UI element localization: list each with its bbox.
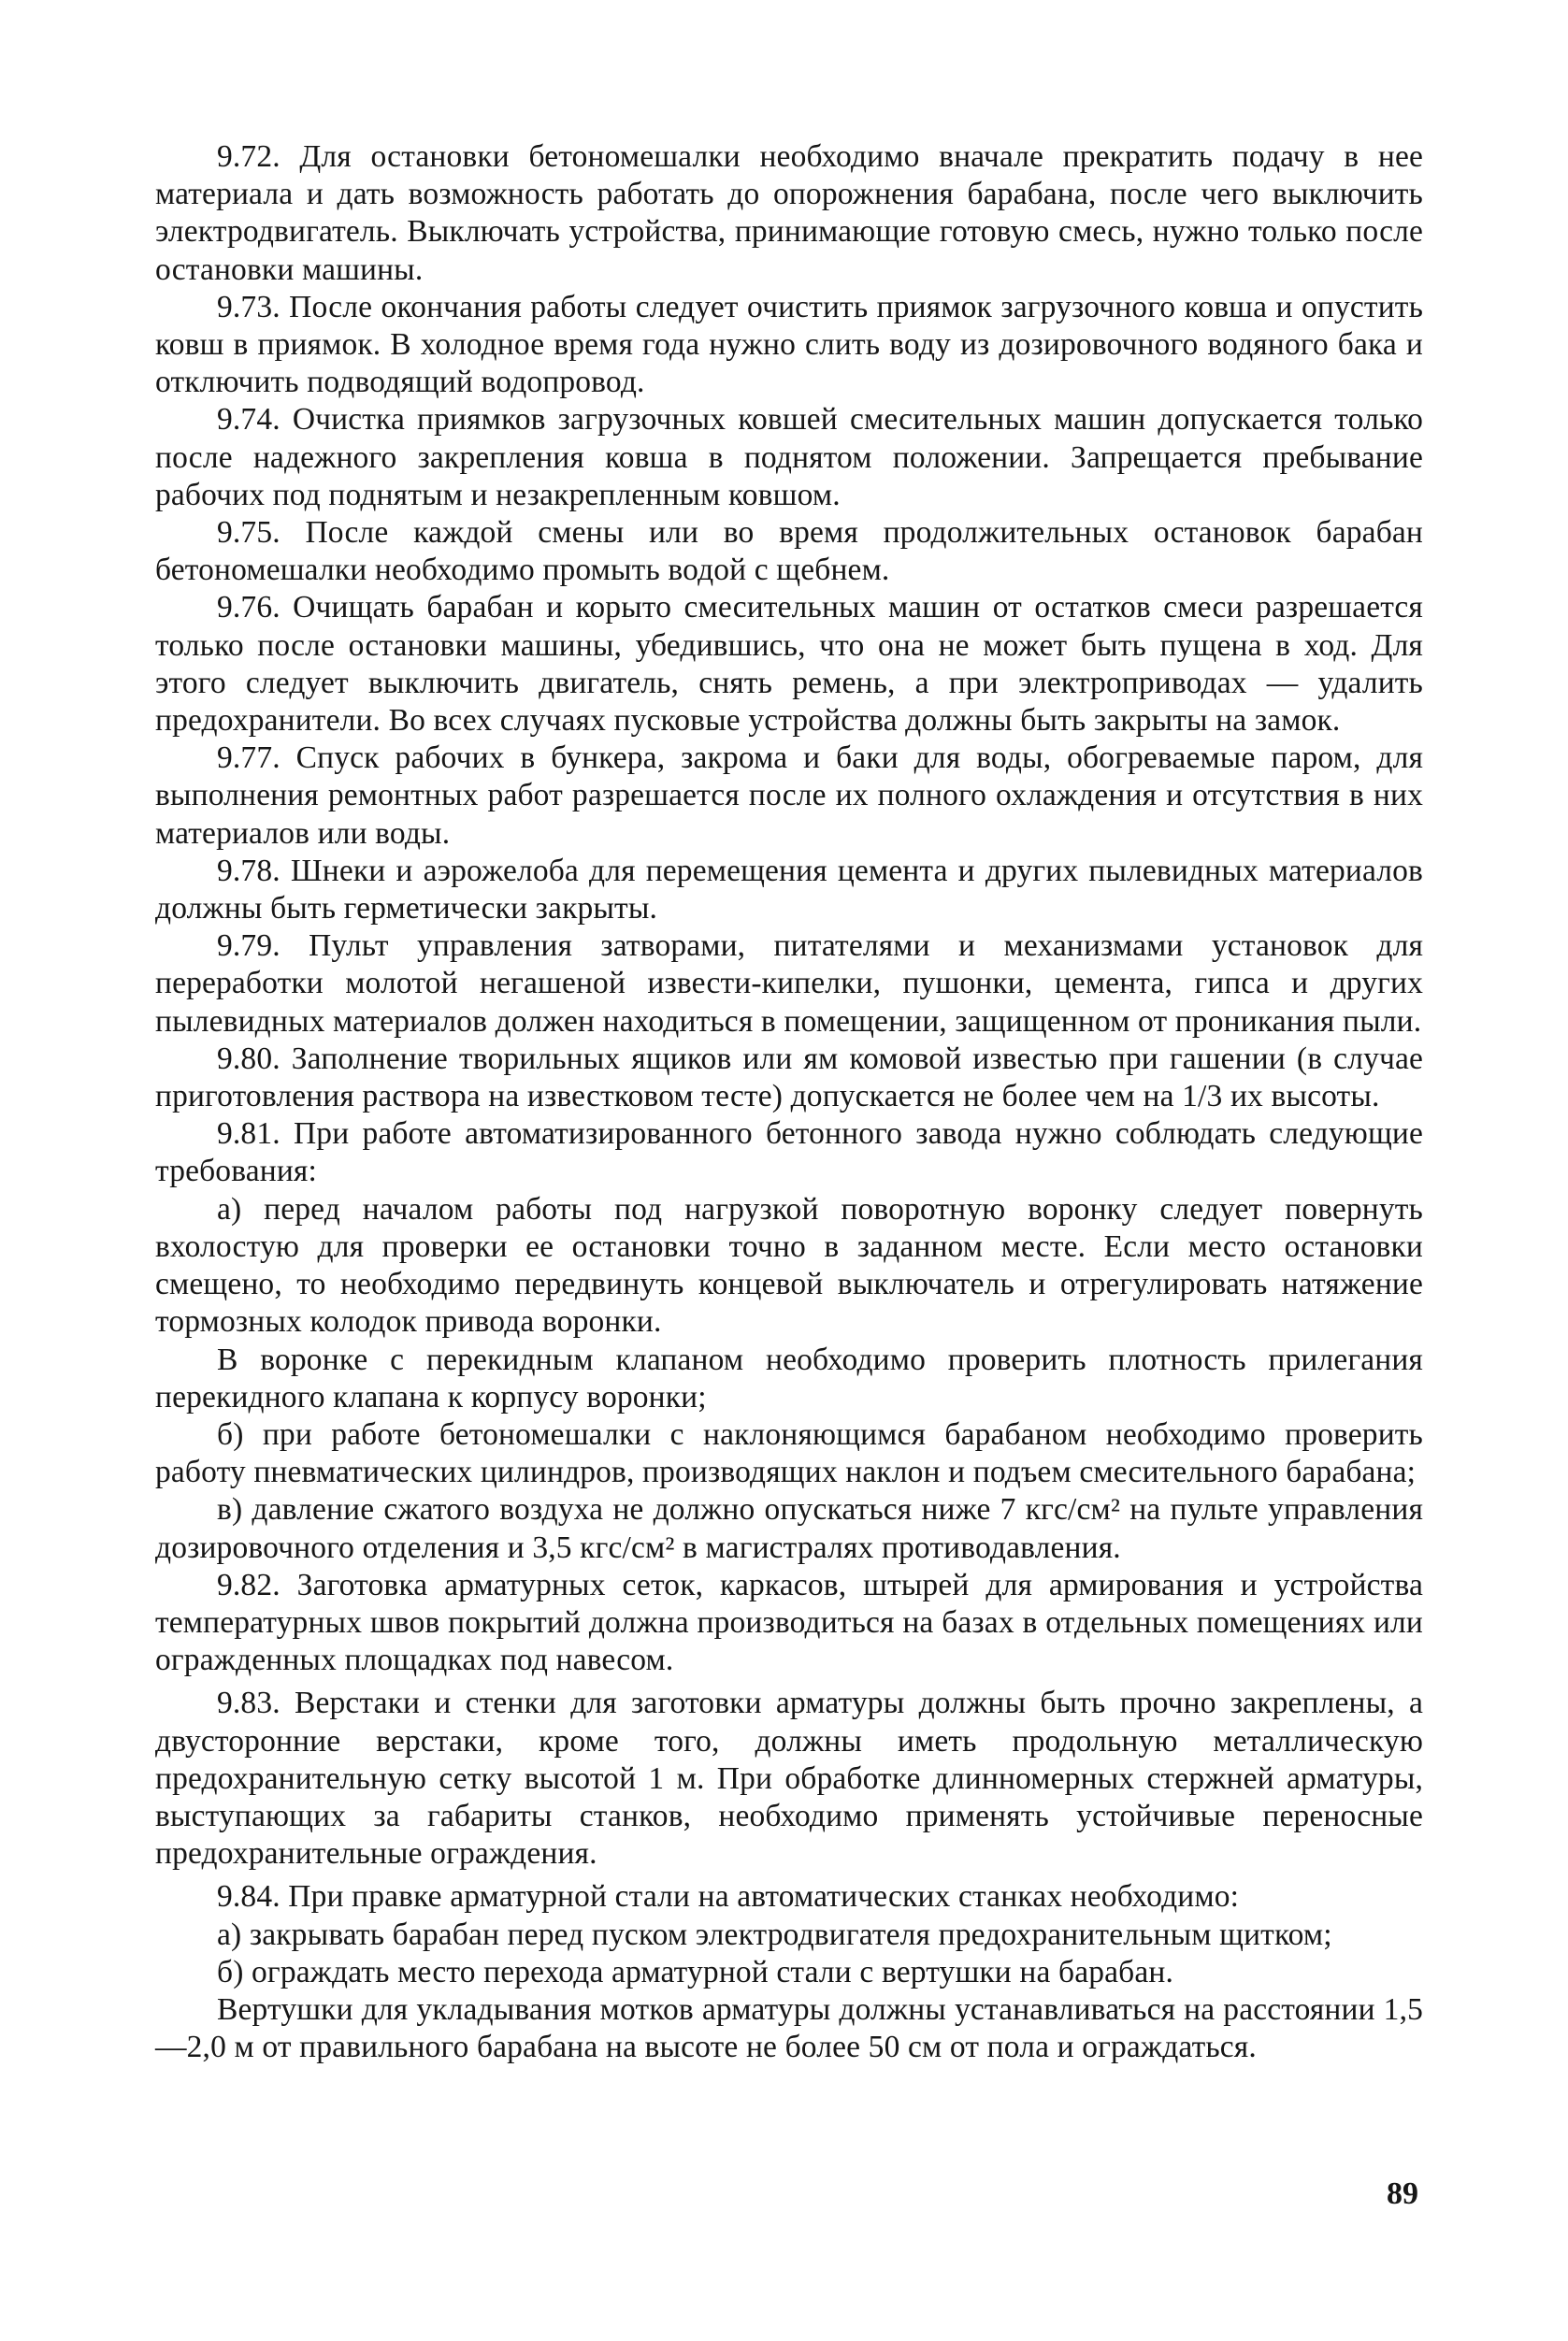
paragraph-9-84: 9.84. При правке арматурной стали на автоматических станках необходимо: xyxy=(217,1879,1240,1915)
paragraph-9-84-c: Вертушки для укладывания мотков арматуры должны устанавливаться на расстоянии 1,5—2,0 м от правильного барабана на высоте не более 50 см от пола и ограждаться. xyxy=(155,1991,1423,2065)
paragraph-9-79: 9.79. Пульт управления затворами, питателями и механизмами установок для переработки молотой негашеной извести-кипелки, пушонки, цемента, гипса и других пылевидных материалов должен находиться в помещении, защищенном от проникания пыли. xyxy=(155,928,1423,1039)
document-page xyxy=(155,138,1423,2066)
paragraph-9-77: 9.77. Спуск рабочих в бункера, закрома и баки для воды, обогреваемые паром, для выполнения ремонтных работ разрешается после их полного охлаждения и отсутствия в них материалов или воды. xyxy=(155,740,1423,851)
paragraph-9-84-b: б) ограждать место перехода арматурной стали с вертушки на барабан. xyxy=(217,1954,1173,1989)
paragraph-9-81-a: а) перед началом работы под нагрузкой поворотную воронку следует повернуть вхолостую для проверки ее остановки точно в заданном месте. Если место остановки смещено, то необходимо передвинуть концевой выключатель и отрегулировать натяжение тормозных колодок привода воронки. xyxy=(155,1191,1423,1340)
paragraph-9-81-b: б) при работе бетономешалки с наклоняющимся барабаном необходимо проверить работу пневматических цилиндров, производящих наклон и подъем смесительного барабана; xyxy=(155,1416,1423,1490)
paragraph-9-76: 9.76. Очищать барабан и корыто смесительных машин от остатков смеси разрешается только после остановки машины, убедившись, что она не может быть пущена в ход. Для этого следует выключить двигатель, снять ремень, а при электроприводах — удалить предохранители. Во всех случаях пусковые устройства должны быть закрыты на замок. xyxy=(155,590,1423,739)
paragraph-9-72: 9.72. Для остановки бетономешалки необходимо вначале прекратить подачу в нее материала и дать возможность работать до опорожнения барабана, после чего выключить электродвигатель. Выключать устройства, принимающие готовую смесь, нужно только после остановки машины. xyxy=(155,139,1423,287)
paragraph-9-83: 9.83. Верстаки и стенки для заготовки арматуры должны быть прочно закреплены, а двусторонние верстаки, кроме того, должны иметь продольную металлическую предохранительную сетку высотой 1 м. При обработке длинномерных стержней арматуры, выступающих за габариты станков, необходимо применять устойчивые переносные предохранительные ограждения. xyxy=(155,1686,1423,1872)
paragraph-9-80: 9.80. Заполнение творильных ящиков или ям комовой известью при гашении (в случае приготовления раствора на известковом тесте) допускается не более чем на 1/3 их высоты. xyxy=(155,1041,1423,1114)
paragraph-9-74: 9.74. Очистка приямков загрузочных ковшей смесительных машин допускается только после надежного закрепления ковша в поднятом положении. Запрещается пребывание рабочих под поднятым и незакрепленным ковшом. xyxy=(155,402,1423,512)
paragraph-9-78: 9.78. Шнеки и аэрожелоба для перемещения цемента и других пылевидных материалов должны быть герметически закрыты. xyxy=(155,853,1423,926)
paragraph-9-75: 9.75. После каждой смены или во время продолжительных остановок барабан бетономешалки необходимо промыть водой с щебнем. xyxy=(155,515,1423,588)
paragraph-9-73: 9.73. После окончания работы следует очистить приямок загрузочного ковша и опустить ковш в приямок. В холодное время года нужно слить воду из дозировочного водяного бака и отключить подводящий водопровод. xyxy=(155,289,1423,400)
paragraph-9-81-c: в) давление сжатого воздуха не должно опускаться ниже 7 кгс/см² на пульте управления дозировочного отделения и 3,5 кгс/см² в магистралях противодавления. xyxy=(155,1492,1423,1565)
page-number: 89 xyxy=(1387,2176,1418,2211)
paragraph-9-84-a: а) закрывать барабан перед пуском электродвигателя предохранительным щитком; xyxy=(217,1917,1332,1952)
paragraph-9-81-a-continued: В воронке с перекидным клапаном необходимо проверить плотность прилегания перекидного клапана к корпусу воронки; xyxy=(155,1342,1423,1415)
paragraph-9-81: 9.81. При работе автоматизированного бетонного завода нужно соблюдать следующие требования: xyxy=(155,1116,1423,1189)
paragraph-9-82: 9.82. Заготовка арматурных сеток, каркасов, штырей для армирования и устройства температурных швов покрытий должна производиться на базах в отдельных помещениях или огражденных площадках под навесом. xyxy=(155,1567,1423,1678)
